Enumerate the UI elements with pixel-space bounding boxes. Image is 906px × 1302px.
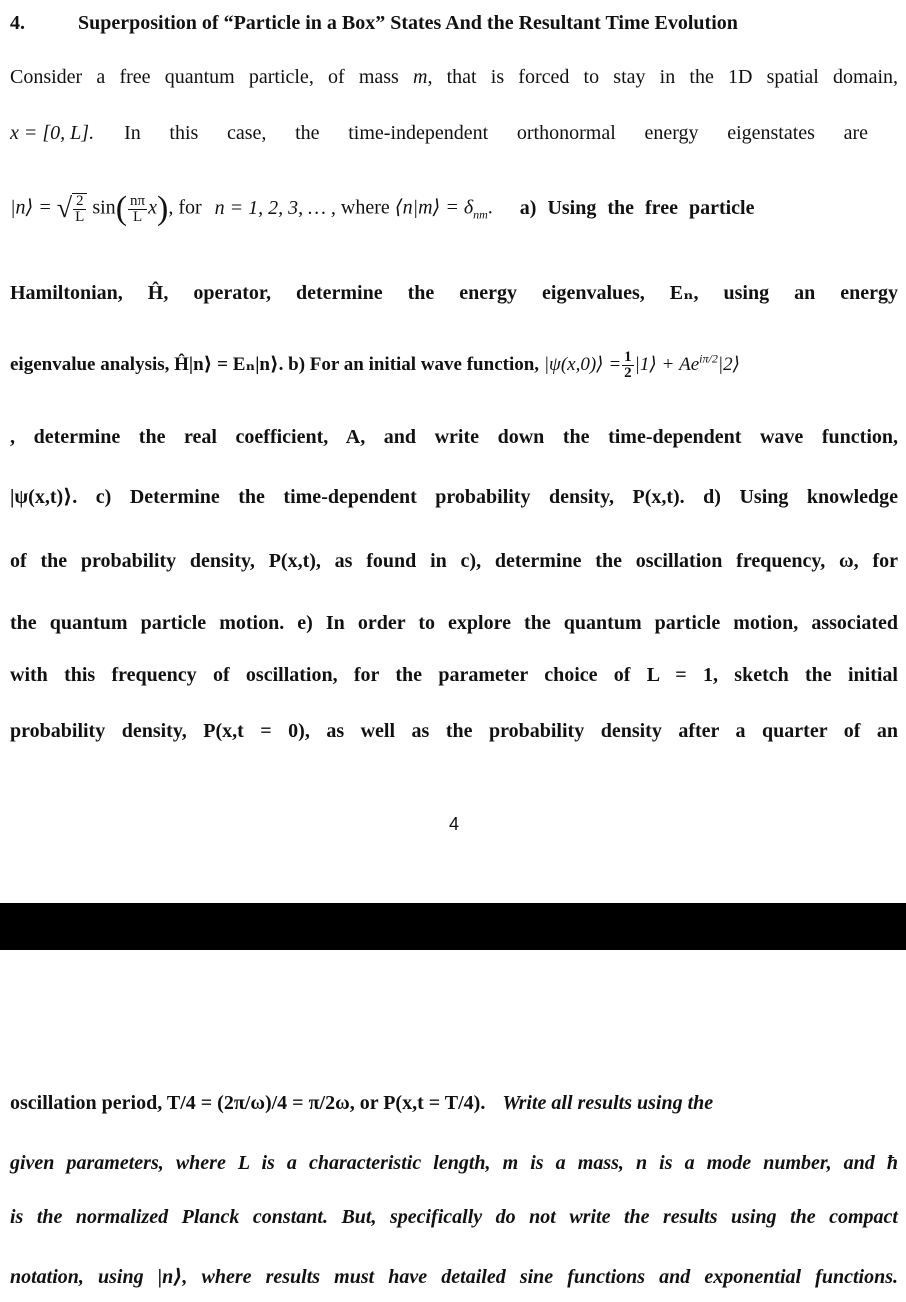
sqrt-expression: √ $\frac{2}{L}$ bbox=[57, 193, 88, 225]
text-line-13: given parameters, where L is a characteristic length, m is a mass, n is a mode number, and ħ bbox=[10, 1152, 898, 1174]
eigenstate-line: |n⟩ = √ $\frac{2}{L}$ sin( $\frac{n\pi}{L}$ x), for n = 1, 2, 3, … , where ⟨n|m⟩ = $\delta_{nm}$. a) Using the free particle bbox=[10, 190, 755, 227]
text-line-14: is the normalized Planck constant. But, specifically do not write the results using the compact bbox=[10, 1206, 898, 1228]
text-line-11: probability density, P(x,t = 0), as well as the probability density after a quarter of an bbox=[10, 720, 898, 742]
intro-line-2: x = [0, L]. In this case, the time-independent orthonormal energy eigenstates are bbox=[10, 122, 869, 144]
text-line-7: |ψ(x,t)⟩. c) Determine the time-dependent probability density, P(x,t). d) Using knowledge bbox=[10, 486, 898, 508]
domain-expression: x = [0, L]. bbox=[10, 122, 95, 144]
intro-line-1: Consider a free quantum particle, of mass m, that is forced to stay in the 1D spatial domain, bbox=[10, 66, 898, 88]
text-line-4: Hamiltonian, Ĥ, operator, determine the energy eigenvalues, Eₙ, using an energy bbox=[10, 282, 898, 304]
page-number: 4 bbox=[449, 814, 460, 834]
problem-heading bbox=[10, 12, 738, 35]
problem-number: 4. bbox=[10, 12, 25, 34]
part-a-label: a) Using the free particle bbox=[519, 196, 755, 219]
text-line-5: eigenvalue analysis, Ĥ|n⟩ = Eₙ|n⟩. b) For an initial wave function, |ψ(x,0)⟩ = $\frac{1}{2}$ |1⟩ + $Ae^{i\pi/2}|2⟩$ bbox=[10, 349, 740, 381]
page-break-bar bbox=[0, 903, 906, 950]
text-line-15: notation, using |n⟩, where results must have detailed sine functions and exponential functions. bbox=[10, 1266, 898, 1288]
text-line-6: , determine the real coefficient, A, and write down the time-dependent wave function, bbox=[10, 426, 898, 448]
problem-title: Superposition of “Particle in a Box” States And the Resultant Time Evolution bbox=[78, 12, 738, 34]
text-line-10: with this frequency of oscillation, for the parameter choice of L = 1, sketch the initial bbox=[10, 664, 898, 686]
text-line-8: of the probability density, P(x,t), as found in c), determine the oscillation frequency, ω, for bbox=[10, 550, 898, 572]
text-line-9: the quantum particle motion. e) In order to explore the quantum particle motion, associated bbox=[10, 612, 898, 634]
text-line-12: oscillation period, T/4 = (2π/ω)/4 = π/2ω, or P(x,t = T/4). Write all results using the bbox=[10, 1092, 714, 1114]
